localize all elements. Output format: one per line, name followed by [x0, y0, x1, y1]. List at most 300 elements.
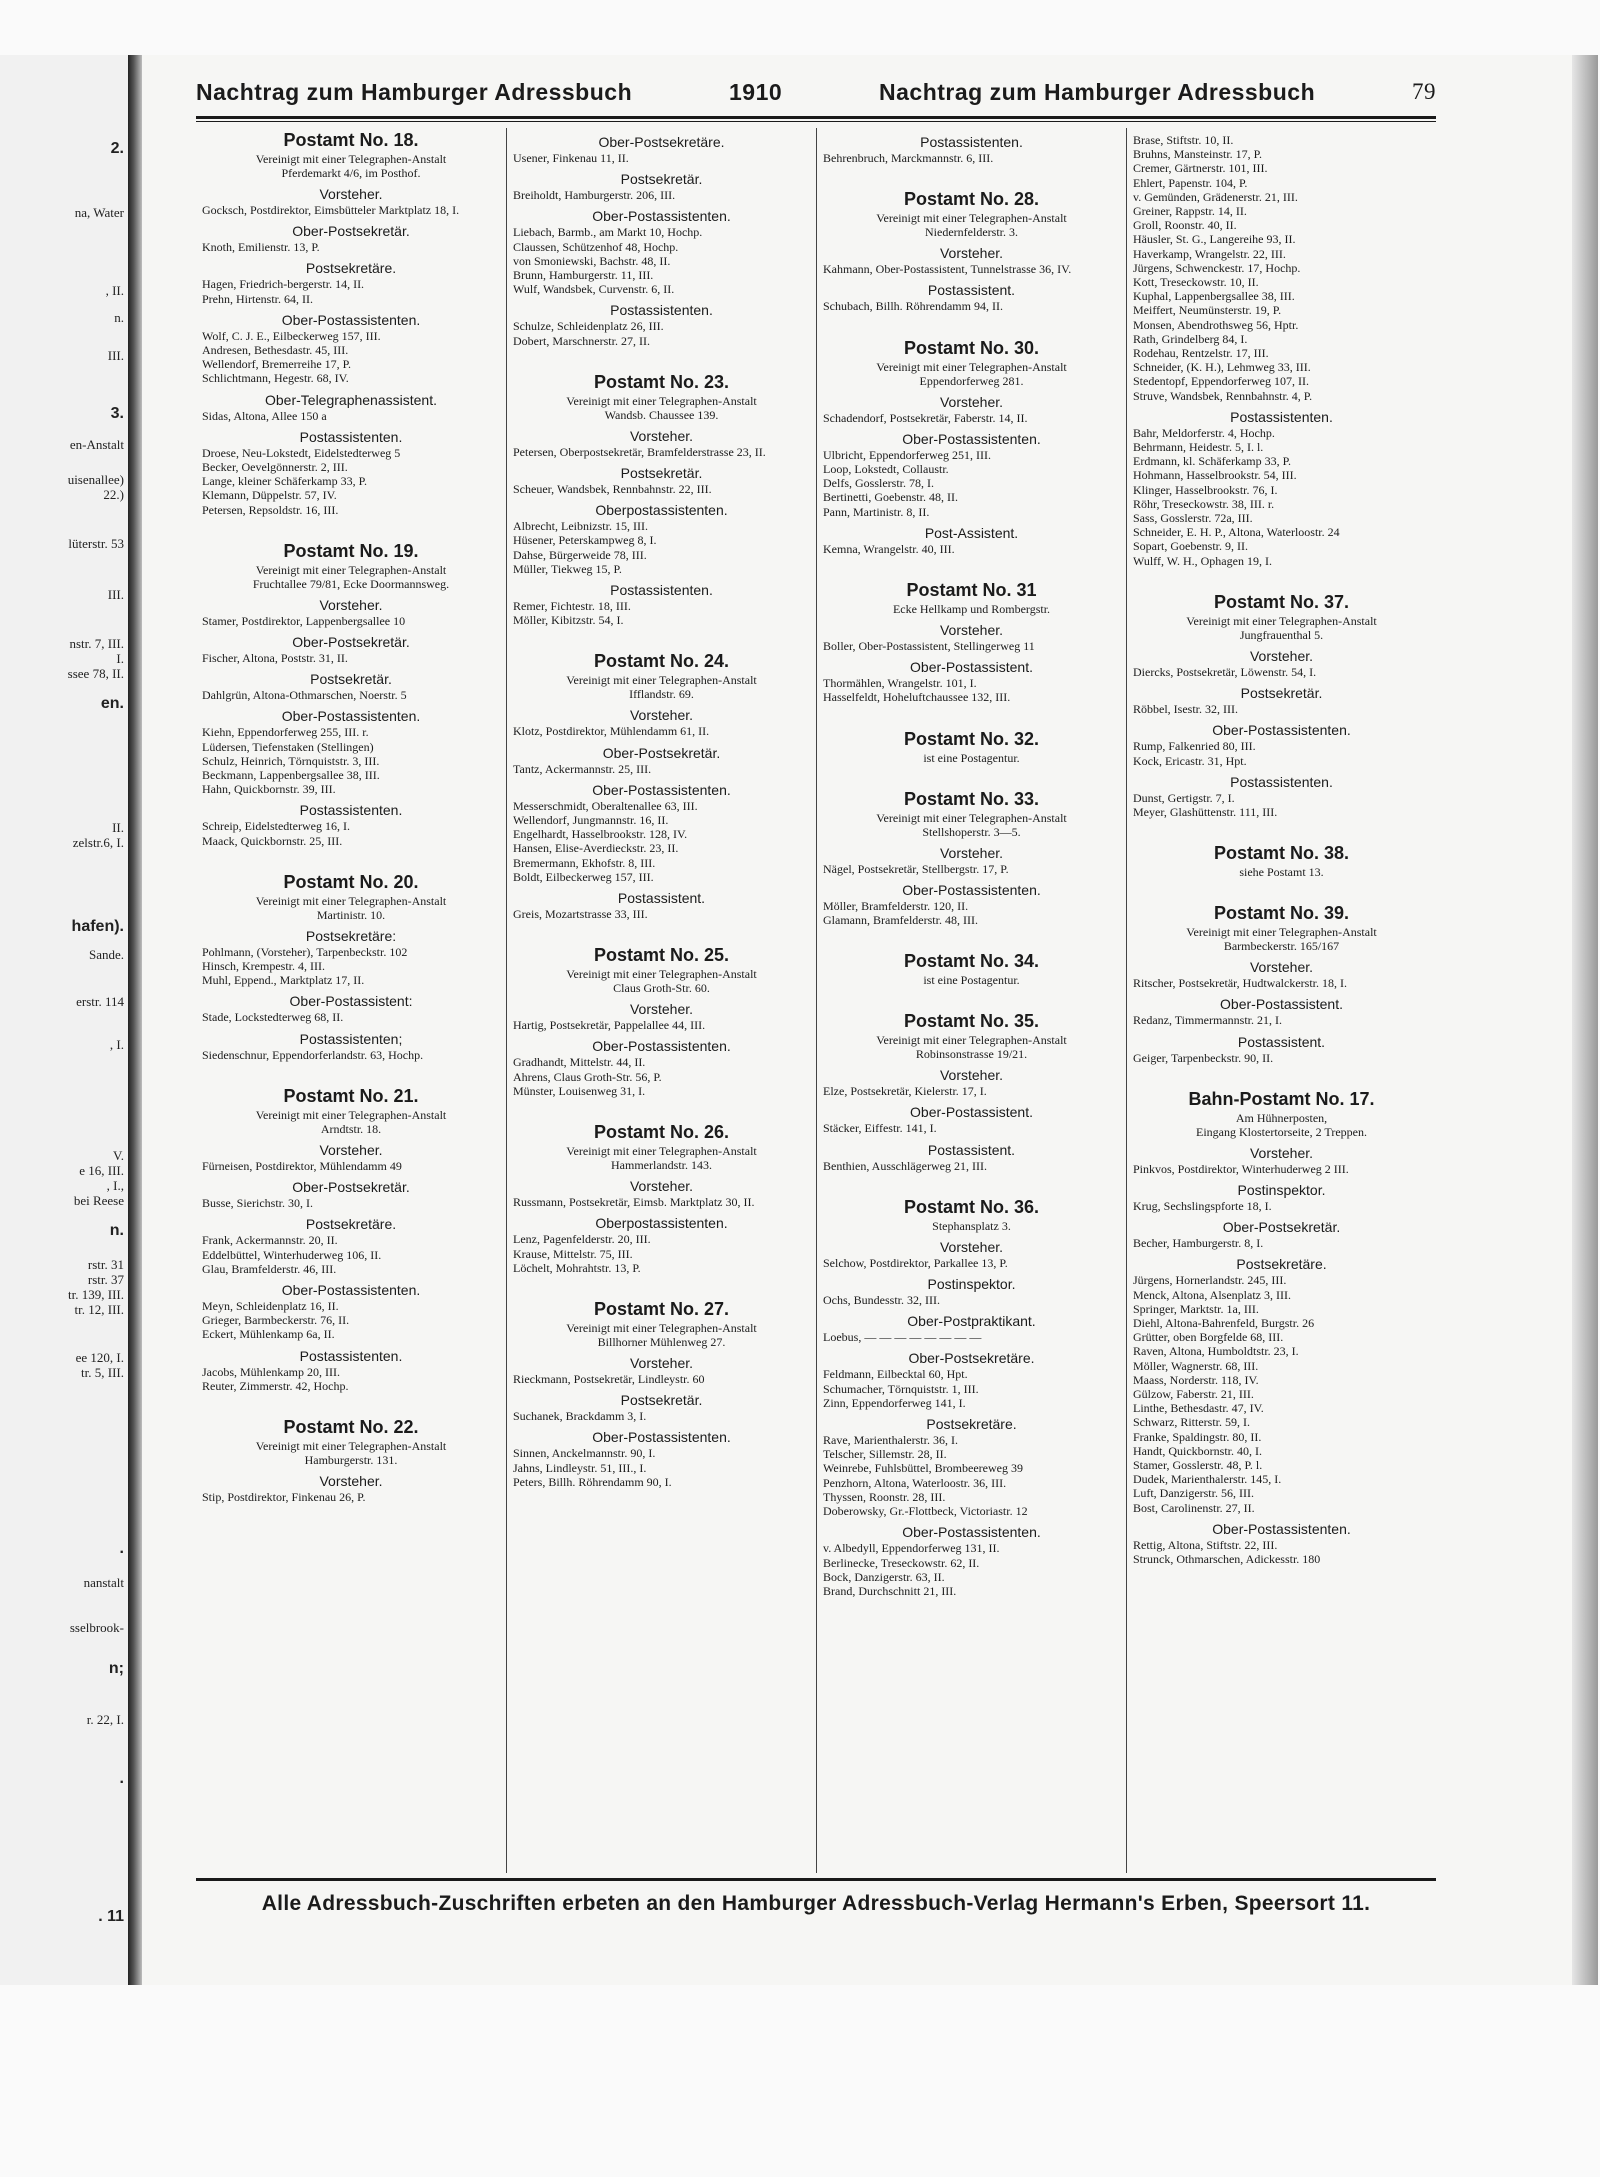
directory-entry: Luft, Danzigerstr. 56, III. — [1133, 1486, 1254, 1501]
running-header — [196, 72, 1436, 112]
directory-entry: Fürneisen, Postdirektor, Mühlendamm 49 — [202, 1158, 402, 1173]
directory-entry: Rave, Marienthalerstr. 36, I. — [823, 1433, 958, 1448]
directory-entry: Pinkvos, Postdirektor, Winterhuderweg 2 III. — [1133, 1161, 1349, 1176]
group-heading: Vorsteher. — [319, 1472, 383, 1489]
post-office-section — [202, 870, 500, 1062]
staff-group — [513, 170, 810, 202]
staff-group — [823, 1066, 1120, 1098]
staff-group — [202, 391, 500, 423]
directory-entry: Löchelt, Mohrahtstr. 13, P. — [513, 1260, 641, 1275]
directory-entry: Schadendorf, Postsekretär, Faberstr. 14, II. — [823, 410, 1028, 425]
staff-group — [202, 185, 500, 217]
post-office-section — [202, 1084, 500, 1393]
directory-entry: Liebach, Barmb., am Markt 10, Hochp. — [513, 225, 703, 240]
group-heading: Oberpostassistenten. — [595, 1215, 728, 1232]
directory-entry: Erdmann, kl. Schäferkamp 33, P. — [1133, 454, 1291, 469]
group-heading: Postassistenten. — [1230, 773, 1333, 790]
staff-group — [823, 658, 1120, 704]
directory-entry: Albrecht, Leibnizstr. 15, III. — [513, 519, 648, 534]
directory-entry: Sidas, Altona, Allee 150 a — [202, 408, 327, 423]
directory-entry: Stamer, Postdirektor, Lappenbergsallee 10 — [202, 613, 406, 628]
post-office-section — [202, 128, 500, 517]
directory-entry: Hansen, Elise-Averdieckstr. 23, II. — [513, 841, 679, 856]
staff-group — [513, 581, 810, 627]
section-subtitle: Vereinigt mit einer Telegraphen-Anstalt — [1186, 613, 1377, 628]
staff-group — [823, 1415, 1120, 1518]
post-office-section — [1133, 590, 1430, 819]
directory-entry: Hasselfeldt, Hoheluftchaussee 132, III. — [823, 690, 1011, 705]
group-heading: Ober-Postassistenten. — [592, 1429, 731, 1446]
directory-entry: Rump, Falkenried 80, III. — [1133, 739, 1256, 754]
header-year: 1910 — [728, 78, 783, 105]
directory-entry: Becker, Oevelgönnerstr. 2, III. — [202, 460, 348, 475]
directory-entry: Doberowsky, Gr.-Flottbeck, Victoriastr. 12 — [823, 1504, 1028, 1519]
group-heading: Ober-Postassistenten. — [281, 708, 421, 725]
left-page-text-fragment: tr. 12, III. — [74, 1302, 124, 1317]
directory-entry: Wolf, C. J. E., Eilbeckerweg 157, III. — [202, 328, 381, 343]
left-page-text-fragment: ee 120, I. — [75, 1350, 124, 1365]
directory-entry: Cremer, Gärtnerstr. 101, III. — [1133, 161, 1268, 176]
group-heading: Postsekretär. — [620, 171, 703, 188]
section-title: Postamt No. 39. — [1213, 903, 1350, 924]
directory-entry: Diercks, Postsekretär, Löwenstr. 54, I. — [1133, 664, 1317, 679]
group-heading: Ober-Postassistenten. — [281, 311, 421, 328]
group-heading: Ober-Postsekretär. — [602, 744, 721, 761]
directory-entry: Strunck, Othmarschen, Adickesstr. 180 — [1133, 1551, 1321, 1566]
group-heading: Vorsteher. — [1249, 647, 1314, 664]
directory-column — [1126, 128, 1436, 1873]
directory-entry: Gülzow, Faberstr. 21, III. — [1133, 1386, 1254, 1401]
directory-entry: Greis, Mozartstrasse 33, III. — [513, 907, 648, 922]
staff-group — [513, 1214, 810, 1275]
directory-entry: Linthe, Bethesdastr. 47, IV. — [1133, 1401, 1264, 1416]
directory-entry: Scheuer, Wandsbek, Rennbahnstr. 22, III. — [513, 482, 712, 497]
section-subtitle: Fruchtallee 79/81, Ecke Doormannsweg. — [252, 576, 450, 591]
left-page-text-fragment: nanstalt — [83, 1575, 124, 1590]
section-subtitle: Eingang Klostertorseite, 2 Treppen. — [1196, 1124, 1367, 1139]
directory-entry: Meyn, Schleidenplatz 16, II. — [202, 1298, 339, 1313]
staff-group — [202, 222, 500, 254]
directory-entry: Beckmann, Lappenbergsallee 38, III. — [202, 768, 380, 783]
staff-group — [513, 301, 810, 347]
directory-entry: Gradhandt, Mittelstr. 44, II. — [513, 1055, 646, 1070]
section-subtitle: Vereinigt mit einer Telegraphen-Anstalt — [566, 393, 757, 408]
directory-entry: Sinnen, Anckelmannstr. 90, I. — [513, 1446, 656, 1461]
group-heading: Post-Assistent. — [924, 524, 1019, 541]
staff-group — [823, 1349, 1120, 1410]
directory-entry: Grütter, oben Borgfelde 68, III. — [1133, 1330, 1284, 1345]
directory-entry: Müller, Tiekweg 15, P. — [513, 561, 622, 576]
group-heading: Postsekretär. — [1240, 685, 1323, 702]
section-subtitle: Vereinigt mit einer Telegraphen-Anstalt — [255, 893, 447, 908]
staff-group — [202, 1178, 500, 1210]
directory-entry: Greiner, Rappstr. 14, II. — [1133, 204, 1247, 219]
directory-entry: Krug, Sechslingspforte 18, I. — [1133, 1198, 1272, 1213]
directory-entry: Stäcker, Eiffestr. 141, I. — [823, 1121, 937, 1136]
post-office-section — [1133, 133, 1430, 568]
section-subtitle: Vereinigt mit einer Telegraphen-Anstalt — [566, 1144, 757, 1159]
section-title: Postamt No. 21. — [283, 1085, 419, 1106]
left-page-text-fragment: , I., — [106, 1178, 124, 1193]
group-heading: Postassistent. — [617, 890, 706, 907]
staff-group — [1133, 1033, 1430, 1065]
left-page-text-fragment: 2. — [110, 140, 124, 157]
directory-entry: Krause, Mittelstr. 75, III. — [513, 1246, 633, 1261]
directory-entry: Boller, Ober-Postassistent, Stellingerweg 11 — [823, 639, 1035, 654]
directory-entry: Brand, Durchschnitt 21, III. — [823, 1583, 957, 1598]
directory-entry: Stedentopf, Eppendorferweg 107, II. — [1133, 374, 1309, 389]
directory-entry: Schneider, E. H. P., Altona, Waterloostr. 24 — [1133, 525, 1340, 540]
section-subtitle: Robinsonstrasse 19/21. — [915, 1047, 1028, 1062]
section-title: Postamt No. 34. — [903, 951, 1040, 972]
directory-entry: Frank, Ackermannstr. 20, II. — [202, 1233, 338, 1248]
section-subtitle: Vereinigt mit einer Telegraphen-Anstalt — [566, 673, 757, 688]
section-subtitle: Hamburgerstr. 131. — [304, 1452, 398, 1467]
staff-group — [513, 706, 810, 738]
left-page-text-fragment: rstr. 31 — [87, 1257, 124, 1272]
directory-entry: Tantz, Ackermannstr. 25, III. — [513, 761, 652, 776]
staff-group — [202, 992, 500, 1024]
section-subtitle: Vereinigt mit einer Telegraphen-Anstalt — [255, 1107, 447, 1122]
directory-entry: Röhr, Treseckowstr. 38, III. r. — [1133, 496, 1275, 511]
staff-group — [823, 1103, 1120, 1135]
post-office-section — [823, 787, 1120, 928]
group-heading: Ober-Postpraktikant. — [907, 1313, 1036, 1330]
directory-entry: Groll, Roonstr. 40, II. — [1133, 218, 1237, 233]
staff-group — [513, 427, 810, 459]
staff-group — [202, 311, 500, 386]
section-subtitle: Vereinigt mit einer Telegraphen-Anstalt — [566, 967, 757, 982]
directory-entry: Muhl, Eppend., Marktplatz 17, II. — [202, 973, 365, 988]
group-heading: Postsekretäre: — [305, 927, 397, 944]
section-subtitle: Wandsb. Chaussee 139. — [604, 407, 719, 422]
staff-group — [513, 1391, 810, 1423]
section-title: Postamt No. 19. — [283, 540, 419, 561]
directory-entry: Franke, Spaldingstr. 80, II. — [1133, 1429, 1262, 1444]
group-heading: Ober-Postsekretäre. — [908, 1350, 1035, 1367]
staff-group — [823, 244, 1120, 276]
directory-entry: Thormählen, Wrangelstr. 101, I. — [823, 676, 977, 691]
directory-entry: Sass, Gosslerstr. 72a, III. — [1133, 511, 1253, 526]
group-heading: Postinspektor. — [927, 1276, 1016, 1293]
directory-entry: Bertinetti, Goebenstr. 48, II. — [823, 490, 958, 505]
staff-group — [1133, 721, 1430, 767]
directory-entry: Droese, Neu-Lokstedt, Eidelstedterweg 5 — [202, 445, 401, 460]
group-heading: Ober-Postassistent. — [1220, 996, 1343, 1013]
staff-group — [823, 1141, 1120, 1173]
post-office-section — [513, 133, 810, 348]
section-subtitle: Vereinigt mit einer Telegraphen-Anstalt — [876, 359, 1067, 374]
staff-group — [202, 1215, 500, 1276]
section-title: Postamt No. 32. — [903, 728, 1040, 749]
post-office-section — [513, 1120, 810, 1275]
directory-entry: Stip, Postdirektor, Finkenau 26, P. — [202, 1489, 366, 1504]
directory-entry: Bost, Carolinenstr. 27, II. — [1133, 1500, 1255, 1515]
directory-columns — [196, 128, 1436, 1873]
group-heading: Vorsteher. — [319, 1141, 383, 1158]
directory-entry: Knoth, Emilienstr. 13, P. — [202, 240, 320, 255]
group-heading: Postassistenten. — [299, 1347, 403, 1364]
section-subtitle: Stellshoperstr. 3—5. — [922, 824, 1021, 839]
directory-entry: Kiehn, Eppendorferweg 255, III. r. — [202, 725, 369, 740]
group-heading: Ober-Postassistenten. — [902, 1524, 1041, 1541]
staff-group — [823, 1238, 1120, 1270]
directory-entry: Telscher, Sillemstr. 28, II. — [823, 1447, 947, 1462]
directory-entry: Behrmann, Heidestr. 5, I. l. — [1133, 440, 1264, 455]
staff-group — [513, 133, 810, 165]
directory-entry: Münster, Louisenweg 31, I. — [513, 1083, 646, 1098]
staff-group — [1133, 1144, 1430, 1176]
directory-entry: Diehl, Altona-Bahrenfeld, Burgstr. 26 — [1133, 1315, 1315, 1330]
directory-entry: Zinn, Eppendorferweg 141, I. — [823, 1395, 966, 1410]
directory-entry: Wulf, Wandsbek, Curvenstr. 6, II. — [513, 282, 675, 297]
directory-entry: Feldmann, Eilbecktal 60, Hpt. — [823, 1367, 968, 1382]
directory-entry: Hartig, Postsekretär, Pappelallee 44, III. — [513, 1018, 706, 1033]
staff-group — [1133, 1181, 1430, 1213]
group-heading: Vorsteher. — [629, 427, 694, 444]
section-title: Postamt No. 24. — [593, 651, 730, 672]
header-left-title: Nachtrag zum Hamburger Adressbuch — [196, 78, 633, 105]
directory-entry: Schwarz, Ritterstr. 59, I. — [1133, 1415, 1250, 1430]
directory-entry: Rieckmann, Postsekretär, Lindleystr. 60 — [513, 1371, 705, 1386]
section-subtitle: Claus Groth-Str. 60. — [613, 981, 710, 996]
directory-entry: Engelhardt, Hasselbrookstr. 128, IV. — [513, 827, 688, 842]
directory-entry: Busse, Sierichstr. 30, I. — [202, 1196, 313, 1211]
post-office-section — [1133, 1087, 1430, 1566]
staff-group — [513, 889, 810, 921]
section-title: Postamt No. 37. — [1213, 591, 1350, 612]
staff-group — [513, 1354, 810, 1386]
section-subtitle: Vereinigt mit einer Telegraphen-Anstalt — [1186, 925, 1377, 940]
group-heading: Postassistent. — [927, 1141, 1016, 1158]
group-heading: Vorsteher. — [319, 596, 383, 613]
directory-entry: Wellendorf, Jungmannstr. 16, II. — [513, 813, 669, 828]
section-subtitle: Am Hühnerposten, — [1235, 1110, 1328, 1125]
staff-group — [1133, 958, 1430, 990]
left-page-text-fragment: na, Water — [74, 205, 124, 220]
left-page-text-fragment: III. — [107, 348, 124, 363]
left-page-text-fragment: 22.) — [103, 487, 124, 502]
left-page-text-fragment: tr. 139, III. — [68, 1287, 124, 1302]
directory-entry: von Smoniewski, Bachstr. 48, II. — [513, 253, 671, 268]
group-heading: Postassistenten. — [299, 802, 403, 819]
left-page-text-fragment: e 16, III. — [79, 1163, 124, 1178]
left-page-text-fragment: 3. — [110, 405, 124, 422]
directory-entry: Russmann, Postsekretär, Eimsb. Marktplatz 30, II. — [513, 1195, 755, 1210]
directory-entry: Bruhns, Mansteinstr. 17, P. — [1133, 147, 1263, 162]
staff-group — [823, 621, 1120, 653]
section-subtitle: Jungfrauenthal 5. — [1239, 627, 1324, 642]
directory-entry: Berlinecke, Treseckowstr. 62, II. — [823, 1555, 980, 1570]
directory-entry: Usener, Finkenau 11, II. — [513, 151, 629, 165]
staff-group — [1133, 647, 1430, 679]
staff-group — [1133, 1218, 1430, 1250]
directory-entry: Delfs, Gosslerstr. 78, I. — [823, 476, 934, 491]
directory-entry: Geiger, Tarpenbeckstr. 90, II. — [1133, 1050, 1274, 1065]
book-gutter — [128, 55, 142, 1985]
group-heading: Ober-Postassistent: — [289, 993, 413, 1010]
section-subtitle: Hammerlandstr. 143. — [611, 1158, 712, 1173]
staff-group — [823, 430, 1120, 519]
section-subtitle: Niedernfelderstr. 3. — [925, 225, 1018, 240]
group-heading: Postinspektor. — [1237, 1181, 1326, 1198]
section-subtitle: Vereinigt mit einer Telegraphen-Anstalt — [876, 810, 1067, 825]
staff-group — [202, 707, 500, 796]
header-rule-thin — [196, 121, 1436, 122]
post-office-section — [513, 649, 810, 921]
directory-entry: Möller, Bramfelderstr. 120, II. — [823, 898, 969, 913]
staff-group — [202, 1141, 500, 1173]
staff-group — [1133, 408, 1430, 568]
staff-group — [513, 501, 810, 576]
group-heading: Ober-Postassistenten. — [1212, 1520, 1351, 1537]
group-heading: Ober-Postsekretär. — [292, 223, 410, 240]
directory-entry: Pohlmann, (Vorsteher), Tarpenbeckstr. 102 — [202, 944, 408, 959]
directory-entry: Pann, Martinistr. 8, II. — [823, 504, 930, 519]
section-title: Postamt No. 30. — [903, 337, 1040, 358]
staff-group — [513, 1177, 810, 1209]
directory-entry: Claussen, Schützenhof 48, Hochp. — [513, 239, 679, 254]
post-office-section — [823, 187, 1120, 313]
directory-entry: Ochs, Bundesstr. 32, III. — [823, 1293, 940, 1308]
left-page-text-fragment: n; — [108, 1660, 124, 1677]
directory-entry: Lenz, Pagenfelderstr. 20, III. — [513, 1232, 651, 1247]
staff-group — [1133, 684, 1430, 716]
directory-entry: Dudek, Marienthalerstr. 145, I. — [1133, 1472, 1282, 1487]
group-heading: Postsekretär. — [620, 465, 703, 482]
directory-entry: Loebus, — — — — — — — — — [823, 1330, 982, 1345]
staff-group — [1133, 773, 1430, 819]
directory-entry: Kemna, Wrangelstr. 40, III. — [823, 541, 955, 556]
left-page-text-fragment: I. — [116, 651, 124, 666]
staff-group — [823, 844, 1120, 876]
staff-group — [513, 781, 810, 884]
directory-entry: Dahlgrün, Altona-Othmarschen, Noerstr. 5 — [202, 688, 407, 703]
header-rule — [196, 116, 1436, 119]
group-heading: Postassistent. — [927, 282, 1016, 299]
directory-entry: Rath, Grindelberg 84, I. — [1133, 331, 1248, 346]
group-heading: Postsekretäre. — [926, 1416, 1017, 1433]
directory-entry: Ahrens, Claus Groth-Str. 56, P. — [513, 1069, 662, 1084]
staff-group — [1133, 133, 1430, 403]
staff-group — [823, 133, 1120, 165]
section-subtitle: ist eine Postagentur. — [923, 750, 1020, 765]
section-title: Postamt No. 33. — [903, 788, 1040, 809]
left-page-text-fragment: hafen). — [71, 918, 124, 935]
directory-entry: Hinsch, Krempestr. 4, III. — [202, 959, 325, 974]
directory-entry: Rodehau, Rentzelstr. 17, III. — [1133, 346, 1269, 361]
group-heading: Vorsteher. — [939, 393, 1004, 410]
directory-entry: Maass, Norderstr. 118, IV. — [1133, 1372, 1259, 1387]
staff-group — [202, 1030, 500, 1062]
directory-entry: Raven, Altona, Humboldtstr. 23, I. — [1133, 1344, 1299, 1359]
group-heading: Postassistenten; — [299, 1030, 403, 1047]
directory-entry: Lüdersen, Tiefenstaken (Stellingen) — [202, 739, 374, 754]
group-heading: Ober-Postassistenten. — [592, 1038, 731, 1055]
staff-group — [823, 393, 1120, 425]
post-office-section — [823, 1009, 1120, 1173]
directory-entry: Fischer, Altona, Poststr. 31, II. — [202, 651, 348, 666]
directory-entry: Hohmann, Hasselbrookstr. 54, III. — [1133, 468, 1297, 483]
directory-entry: Lange, kleiner Schäferkamp 33, P. — [202, 474, 367, 489]
directory-entry: Behrenbruch, Marckmannstr. 6, III. — [823, 151, 994, 165]
directory-entry: Hagen, Friedrich-bergerstr. 14, II. — [202, 277, 365, 292]
section-title: Postamt No. 26. — [593, 1122, 730, 1143]
directory-entry: Klinger, Hasselbrookstr. 76, I. — [1133, 482, 1278, 497]
group-heading: Vorsteher. — [629, 707, 694, 724]
staff-group — [513, 207, 810, 296]
left-page-text-fragment: bei Reese — [73, 1193, 124, 1208]
staff-group — [513, 1428, 810, 1489]
directory-entry: Jürgens, Schwenckestr. 17, Hochp. — [1133, 260, 1301, 275]
left-page-text-fragment: rstr. 37 — [87, 1272, 124, 1287]
directory-entry: Brunn, Hamburgerstr. 11, III. — [513, 268, 654, 283]
group-heading: Ober-Postassistenten. — [281, 1281, 421, 1298]
directory-entry: Thyssen, Roonstr. 28, III. — [823, 1489, 946, 1504]
left-page-text-fragment: erstr. 114 — [76, 994, 124, 1009]
directory-entry: Messerschmidt, Oberaltenallee 63, III. — [513, 798, 698, 813]
group-heading: Vorsteher. — [629, 1178, 694, 1195]
directory-entry: Bahr, Meldorferstr. 4, Hochp. — [1133, 425, 1275, 440]
left-page-text-fragment: en-Anstalt — [69, 437, 124, 452]
header-right-title: Nachtrag zum Hamburger Adressbuch — [879, 78, 1316, 105]
directory-entry: Schumacher, Törnquiststr. 1, III. — [823, 1381, 979, 1396]
group-heading: Postassistenten. — [610, 302, 713, 319]
directory-entry: Röbbel, Isestr. 32, III. — [1133, 702, 1238, 717]
directory-entry: Suchanek, Brackdamm 3, I. — [513, 1409, 647, 1424]
left-page-text-fragment: uisenallee) — [67, 472, 124, 487]
section-title: Postamt No. 20. — [283, 871, 419, 892]
group-heading: Vorsteher. — [939, 844, 1004, 861]
directory-entry: Schulz, Heinrich, Törnquiststr. 3, III. — [202, 753, 380, 768]
staff-group — [202, 670, 500, 702]
directory-entry: Jacobs, Mühlenkamp 20, III. — [202, 1364, 340, 1379]
section-title: Postamt No. 38. — [1213, 843, 1350, 864]
directory-entry: Remer, Fichtestr. 18, III. — [513, 599, 631, 614]
group-heading: Ober-Postsekretäre. — [598, 134, 725, 150]
directory-entry: Kott, Treseckowstr. 10, II. — [1133, 275, 1259, 290]
section-subtitle: Arndtstr. 18. — [320, 1121, 382, 1136]
directory-entry: Penzhorn, Altona, Waterloostr. 36, III. — [823, 1475, 1007, 1490]
group-heading: Ober-Postassistenten. — [902, 881, 1041, 898]
section-subtitle: Martinistr. 10. — [316, 907, 386, 922]
directory-entry: Becher, Hamburgerstr. 8, I. — [1133, 1236, 1264, 1251]
directory-entry: Rettig, Altona, Stiftstr. 22, III. — [1133, 1537, 1278, 1552]
directory-entry: Grieger, Barmbeckerstr. 76, II. — [202, 1313, 350, 1328]
group-heading: Ober-Postassistent. — [910, 1104, 1033, 1121]
directory-entry: Sopart, Goebenstr. 9, II. — [1133, 539, 1248, 554]
directory-entry: Dunst, Gertigstr. 7, I. — [1133, 790, 1235, 805]
directory-entry: Schulze, Schleidenplatz 26, III. — [513, 319, 664, 334]
staff-group — [513, 1037, 810, 1098]
left-page-text-fragment: n. — [114, 310, 124, 325]
directory-entry: Jürgens, Hornerlandstr. 245, III. — [1133, 1273, 1287, 1288]
staff-group — [202, 1347, 500, 1393]
group-heading: Ober-Postsekretär. — [1222, 1219, 1341, 1236]
group-heading: Ober-Telegraphenassistent. — [265, 391, 437, 408]
post-office-section — [202, 539, 500, 848]
left-page-text-fragment: n. — [109, 1222, 124, 1239]
footer-notice: Alle Adressbuch-Zuschriften erbeten an den Hamburger Adressbuch-Verlag Hermann's Erben, Speersort 11. — [261, 1892, 1371, 1915]
group-heading: Vorsteher. — [939, 1238, 1004, 1255]
section-subtitle: Eppendorferweg 281. — [919, 373, 1024, 388]
directory-entry: Kuphal, Lappenbergsallee 38, III. — [1133, 289, 1295, 304]
section-subtitle: Vereinigt mit einer Telegraphen-Anstalt — [255, 1438, 447, 1453]
post-office-section — [513, 1297, 810, 1489]
group-heading: Postassistenten. — [299, 428, 403, 445]
directory-entry: Petersen, Repsoldstr. 16, III. — [202, 502, 339, 517]
group-heading: Postassistent. — [1237, 1033, 1326, 1050]
